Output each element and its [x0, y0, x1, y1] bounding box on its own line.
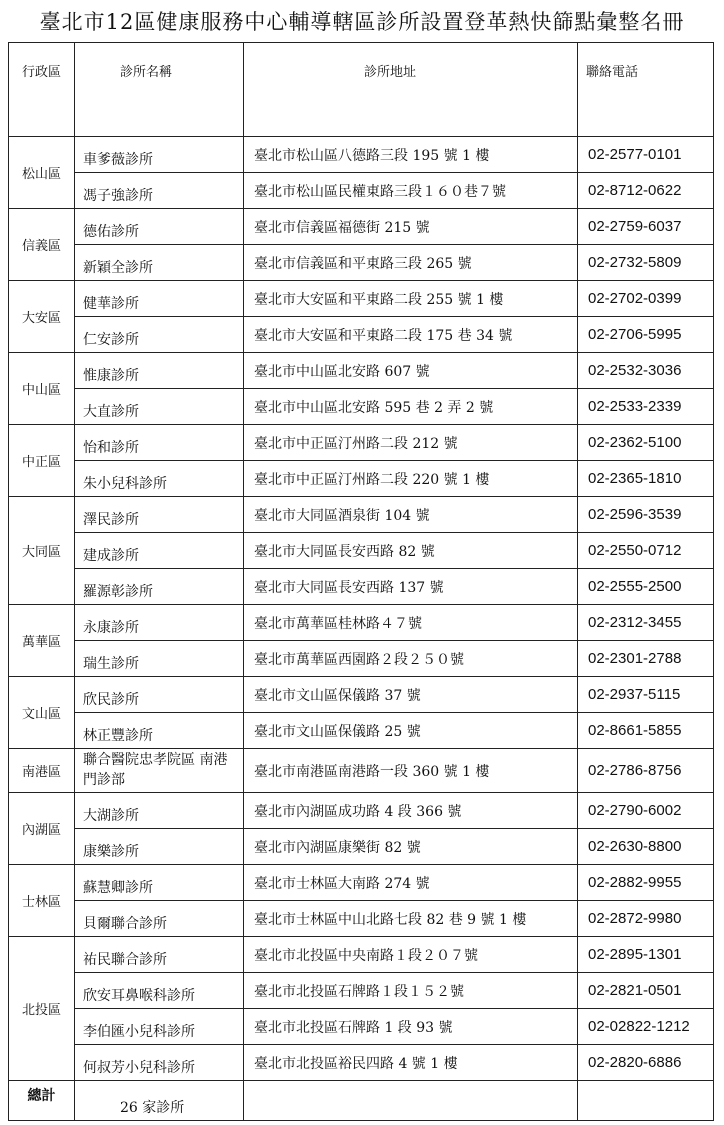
address-cell: 臺北市大同區長安西路 137 號: [244, 569, 578, 605]
district-cell: 信義區: [9, 209, 75, 281]
clinic-name-cell: 貝爾聯合診所: [75, 901, 244, 937]
clinic-name-cell: 車爹薇診所: [75, 137, 244, 173]
phone-cell: 02-2821-0501: [578, 973, 714, 1009]
header-phone: 聯絡電話: [578, 43, 714, 137]
phone-cell: 02-2555-2500: [578, 569, 714, 605]
district-cell: 北投區: [9, 937, 75, 1081]
address-cell: 臺北市大同區長安西路 82 號: [244, 533, 578, 569]
address-cell: 臺北市松山區民權東路三段１６０巷７號: [244, 173, 578, 209]
phone-cell: 02-2550-0712: [578, 533, 714, 569]
clinic-name-cell: 德佑診所: [75, 209, 244, 245]
phone-cell: 02-8712-0622: [578, 173, 714, 209]
district-cell: 士林區: [9, 865, 75, 937]
address-cell: 臺北市信義區福德街 215 號: [244, 209, 578, 245]
page-title: 臺北市12區健康服務中心輔導轄區診所設置登革熱快篩點彙整名冊: [39, 10, 685, 34]
address-cell: 臺北市中山區北安路 595 巷 2 弄 2 號: [244, 389, 578, 425]
phone-cell: 02-2706-5995: [578, 317, 714, 353]
phone-cell: 02-2365-1810: [578, 461, 714, 497]
clinic-name-cell: 朱小兒科診所: [75, 461, 244, 497]
clinic-name-cell: 聯合醫院忠孝院區 南港門診部: [75, 749, 244, 793]
table-row: [9, 461, 714, 497]
address-cell: 臺北市北投區中央南路１段２０７號: [244, 937, 578, 973]
address-cell: 臺北市萬華區桂林路４７號: [244, 605, 578, 641]
table-row: [9, 533, 714, 569]
table-row: [9, 641, 714, 677]
phone-cell: 02-2786-8756: [578, 749, 714, 793]
address-cell: 臺北市文山區保儀路 37 號: [244, 677, 578, 713]
header-clinic-name: 診所名稱: [75, 43, 244, 137]
table-row: [9, 389, 714, 425]
total-empty-cell: [244, 1081, 578, 1121]
address-cell: 臺北市大安區和平東路二段 255 號 1 樓: [244, 281, 578, 317]
clinic-name-cell: 何叔芳小兒科診所: [75, 1045, 244, 1081]
clinic-name-cell: 欣安耳鼻喉科診所: [75, 973, 244, 1009]
phone-cell: 02-2596-3539: [578, 497, 714, 533]
clinic-name-cell: 康樂診所: [75, 829, 244, 865]
clinic-name-cell: 新穎全診所: [75, 245, 244, 281]
table-row: [9, 497, 714, 533]
address-cell: 臺北市南港區南港路一段 360 號 1 樓: [244, 749, 578, 793]
address-cell: 臺北市北投區石牌路１段１５２號: [244, 973, 578, 1009]
header-district: 行政區: [9, 43, 75, 137]
table-row: [9, 937, 714, 973]
phone-cell: 02-2937-5115: [578, 677, 714, 713]
address-cell: 臺北市萬華區西園路２段２５０號: [244, 641, 578, 677]
total-row: [9, 1081, 714, 1121]
address-cell: 臺北市大安區和平東路二段 175 巷 34 號: [244, 317, 578, 353]
table-row: [9, 173, 714, 209]
address-cell: 臺北市士林區中山北路七段 82 巷 9 號 1 樓: [244, 901, 578, 937]
total-label: 總計: [9, 1081, 75, 1121]
total-value: 26 家診所: [75, 1081, 244, 1121]
table-row: [9, 209, 714, 245]
clinic-name-cell: 欣民診所: [75, 677, 244, 713]
clinic-name-cell: 建成診所: [75, 533, 244, 569]
phone-cell: 02-2790-6002: [578, 793, 714, 829]
phone-cell: 02-2872-9980: [578, 901, 714, 937]
phone-cell: 02-2577-0101: [578, 137, 714, 173]
clinic-name-cell: 惟康診所: [75, 353, 244, 389]
clinic-name-cell: 澤民診所: [75, 497, 244, 533]
clinic-name-cell: 大直診所: [75, 389, 244, 425]
address-cell: 臺北市大同區酒泉街 104 號: [244, 497, 578, 533]
phone-cell: 02-2759-6037: [578, 209, 714, 245]
district-cell: 大同區: [9, 497, 75, 605]
phone-cell: 02-2882-9955: [578, 865, 714, 901]
phone-cell: 02-2820-6886: [578, 1045, 714, 1081]
address-cell: 臺北市內湖區成功路 4 段 366 號: [244, 793, 578, 829]
table-row: [9, 425, 714, 461]
address-cell: 臺北市松山區八德路三段 195 號 1 樓: [244, 137, 578, 173]
district-cell: 松山區: [9, 137, 75, 209]
address-cell: 臺北市北投區石牌路 1 段 93 號: [244, 1009, 578, 1045]
table-row: [9, 829, 714, 865]
phone-cell: 02-2362-5100: [578, 425, 714, 461]
table-row: [9, 353, 714, 389]
table-row: [9, 1009, 714, 1045]
phone-cell: 02-2895-1301: [578, 937, 714, 973]
clinic-table: [8, 42, 714, 1121]
table-row: [9, 605, 714, 641]
phone-cell: 02-2630-8800: [578, 829, 714, 865]
district-cell: 文山區: [9, 677, 75, 749]
district-cell: 中山區: [9, 353, 75, 425]
table-row: [9, 973, 714, 1009]
address-cell: 臺北市中正區汀州路二段 212 號: [244, 425, 578, 461]
phone-cell: 02-2732-5809: [578, 245, 714, 281]
clinic-name-cell: 健華診所: [75, 281, 244, 317]
clinic-name-cell: 林正豐診所: [75, 713, 244, 749]
address-cell: 臺北市士林區大南路 274 號: [244, 865, 578, 901]
clinic-name-cell: 永康診所: [75, 605, 244, 641]
header-row: [9, 43, 714, 137]
district-cell: 南港區: [9, 749, 75, 793]
district-cell: 中正區: [9, 425, 75, 497]
total-empty-cell: [578, 1081, 714, 1121]
address-cell: 臺北市文山區保儀路 25 號: [244, 713, 578, 749]
phone-cell: 02-2301-2788: [578, 641, 714, 677]
header-clinic-address: 診所地址: [244, 43, 578, 137]
table-row: [9, 865, 714, 901]
table-row: [9, 749, 714, 793]
clinic-name-cell: 怡和診所: [75, 425, 244, 461]
table-row: [9, 1045, 714, 1081]
clinic-name-cell: 羅源彰診所: [75, 569, 244, 605]
table-row: [9, 281, 714, 317]
clinic-name-cell: 祐民聯合診所: [75, 937, 244, 973]
clinic-table-body: [9, 137, 714, 1121]
clinic-name-cell: 李伯匯小兒科診所: [75, 1009, 244, 1045]
phone-cell: 02-2532-3036: [578, 353, 714, 389]
address-cell: 臺北市中正區汀州路二段 220 號 1 樓: [244, 461, 578, 497]
table-row: [9, 677, 714, 713]
table-row: [9, 713, 714, 749]
district-cell: 大安區: [9, 281, 75, 353]
address-cell: 臺北市中山區北安路 607 號: [244, 353, 578, 389]
clinic-name-cell: 仁安診所: [75, 317, 244, 353]
district-cell: 內湖區: [9, 793, 75, 865]
phone-cell: 02-8661-5855: [578, 713, 714, 749]
address-cell: 臺北市北投區裕民四路 4 號 1 樓: [244, 1045, 578, 1081]
table-row: [9, 317, 714, 353]
clinic-name-cell: 瑞生診所: [75, 641, 244, 677]
phone-cell: 02-02822-1212: [578, 1009, 714, 1045]
district-cell: 萬華區: [9, 605, 75, 677]
table-row: [9, 245, 714, 281]
table-row: [9, 793, 714, 829]
clinic-name-cell: 大湖診所: [75, 793, 244, 829]
table-row: [9, 569, 714, 605]
table-row: [9, 137, 714, 173]
phone-cell: 02-2533-2339: [578, 389, 714, 425]
phone-cell: 02-2702-0399: [578, 281, 714, 317]
clinic-name-cell: 馮子強診所: [75, 173, 244, 209]
phone-cell: 02-2312-3455: [578, 605, 714, 641]
address-cell: 臺北市內湖區康樂街 82 號: [244, 829, 578, 865]
address-cell: 臺北市信義區和平東路三段 265 號: [244, 245, 578, 281]
clinic-name-cell: 蘇慧卿診所: [75, 865, 244, 901]
table-row: [9, 901, 714, 937]
